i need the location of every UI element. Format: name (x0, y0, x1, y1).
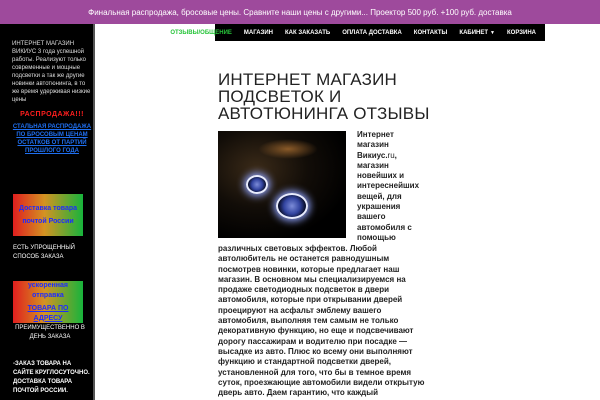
intro-shop-name: Интернет магазин Викиус. (357, 130, 394, 160)
intro-rest: , магазин новейших и интереснейших вещей, для украшения вашего автомобиля с помощью (357, 150, 420, 242)
sale-heading: РАСПРОДАЖА!!! (20, 111, 84, 118)
order-info-note: -ЗАКАЗ ТОВАРА НА САЙТЕ КРУГЛОСУТОЧНО. ДОСТАВКА ТОВАРА ПОЧТОЙ РОССИИ. (13, 361, 90, 394)
logo-projection-small (246, 175, 268, 194)
logo-projection-large (276, 193, 308, 219)
intro-domain: ru (387, 150, 395, 160)
shop-description: ИНТЕРНЕТ МАГАЗИН ВИКИУС 3 года успешной работы. Реализуют только современные и мощные подсветки а так же другие новинки автотюнинга, в то же время удерживая низкие цены (12, 41, 91, 103)
same-day-note: ПРЕИМУЩЕСТВЕННО В ДЕНЬ ЗАКАЗА (15, 325, 85, 340)
page-title: ИНТЕРНЕТ МАГАЗИН ПОДСВЕТОК И АВТОТЮНИНГА ОТЗЫВЫ (218, 70, 430, 123)
article-intro (357, 130, 427, 243)
main-navigation (170, 24, 545, 41)
promo-text: Финальная распродажа, бросовые цены. Сравните наши цены с другими... Проектор 500 руб. +100 руб. доставка (88, 7, 512, 17)
caret-down-icon: ▼ (490, 29, 495, 36)
door-projector-photo (218, 131, 346, 238)
delivery-button-line1: Доставка товара (19, 204, 77, 212)
russian-post-delivery-button[interactable] (13, 194, 83, 236)
nav-item-cart[interactable]: КОРЗИНА (507, 29, 536, 36)
nav-item-reviews[interactable]: ОТЗЫВЫ/ОБЩЕНИЕ (170, 29, 232, 36)
sidebar (12, 40, 92, 155)
express-delivery-button[interactable] (13, 281, 83, 323)
nav-item-shop[interactable]: МАГАЗИН (243, 29, 273, 36)
simple-order-note: ЕСТЬ УПРОЩЕННЫЙ СПОСОБ ЗАКАЗА (13, 245, 75, 260)
sale-link[interactable]: СТАЛЬНАЯ РАСПРОДАЖА ПО БРОСОВЫМ ЦЕНАМ ОСТАТКОВ ОТ ПАРТИЙ ПРОШЛОГО ГОДА (12, 124, 92, 154)
article-body: различных световых эффектов. Любой автолюбитель не останется равнодушным посмотрев новинки, которые предлагает наш магазин. В основном мы специализируемся на продаже светодиодных подсветок в двери автомобиля, которые при открывании дверей проецируют на асфальт эмблему вашего автомобиля, выполняя тем самым не только декоративную функцию, но еще и подсвечивают дорогу пассажирам и водителю при посадке — высадке из авто. Плюс ко всему они выполняют функцию и стандартной подсветки дверей, установленной для того, что бы в темное время суток, проезжающие автомобили видели открытую дверь авто. Даем гарантию, что каждый (218, 244, 425, 398)
delivery-button-line2: почтой России (22, 217, 74, 225)
nav-item-how-to-order[interactable]: КАК ЗАКАЗАТЬ (285, 29, 331, 36)
nav-item-cabinet[interactable] (453, 30, 501, 36)
promo-banner (0, 0, 600, 24)
express-button-line2: ТОВАРА ПО АДРЕСУ (27, 304, 69, 322)
nav-item-cabinet-label: КАБИНЕТ (459, 29, 489, 36)
nav-item-contacts[interactable]: КОНТАКТЫ (413, 29, 448, 36)
express-button-line1: ускоренная отправка (28, 281, 68, 299)
interior-glow (258, 139, 318, 159)
nav-item-payment-delivery[interactable]: ОПЛАТА ДОСТАВКА (342, 29, 402, 36)
